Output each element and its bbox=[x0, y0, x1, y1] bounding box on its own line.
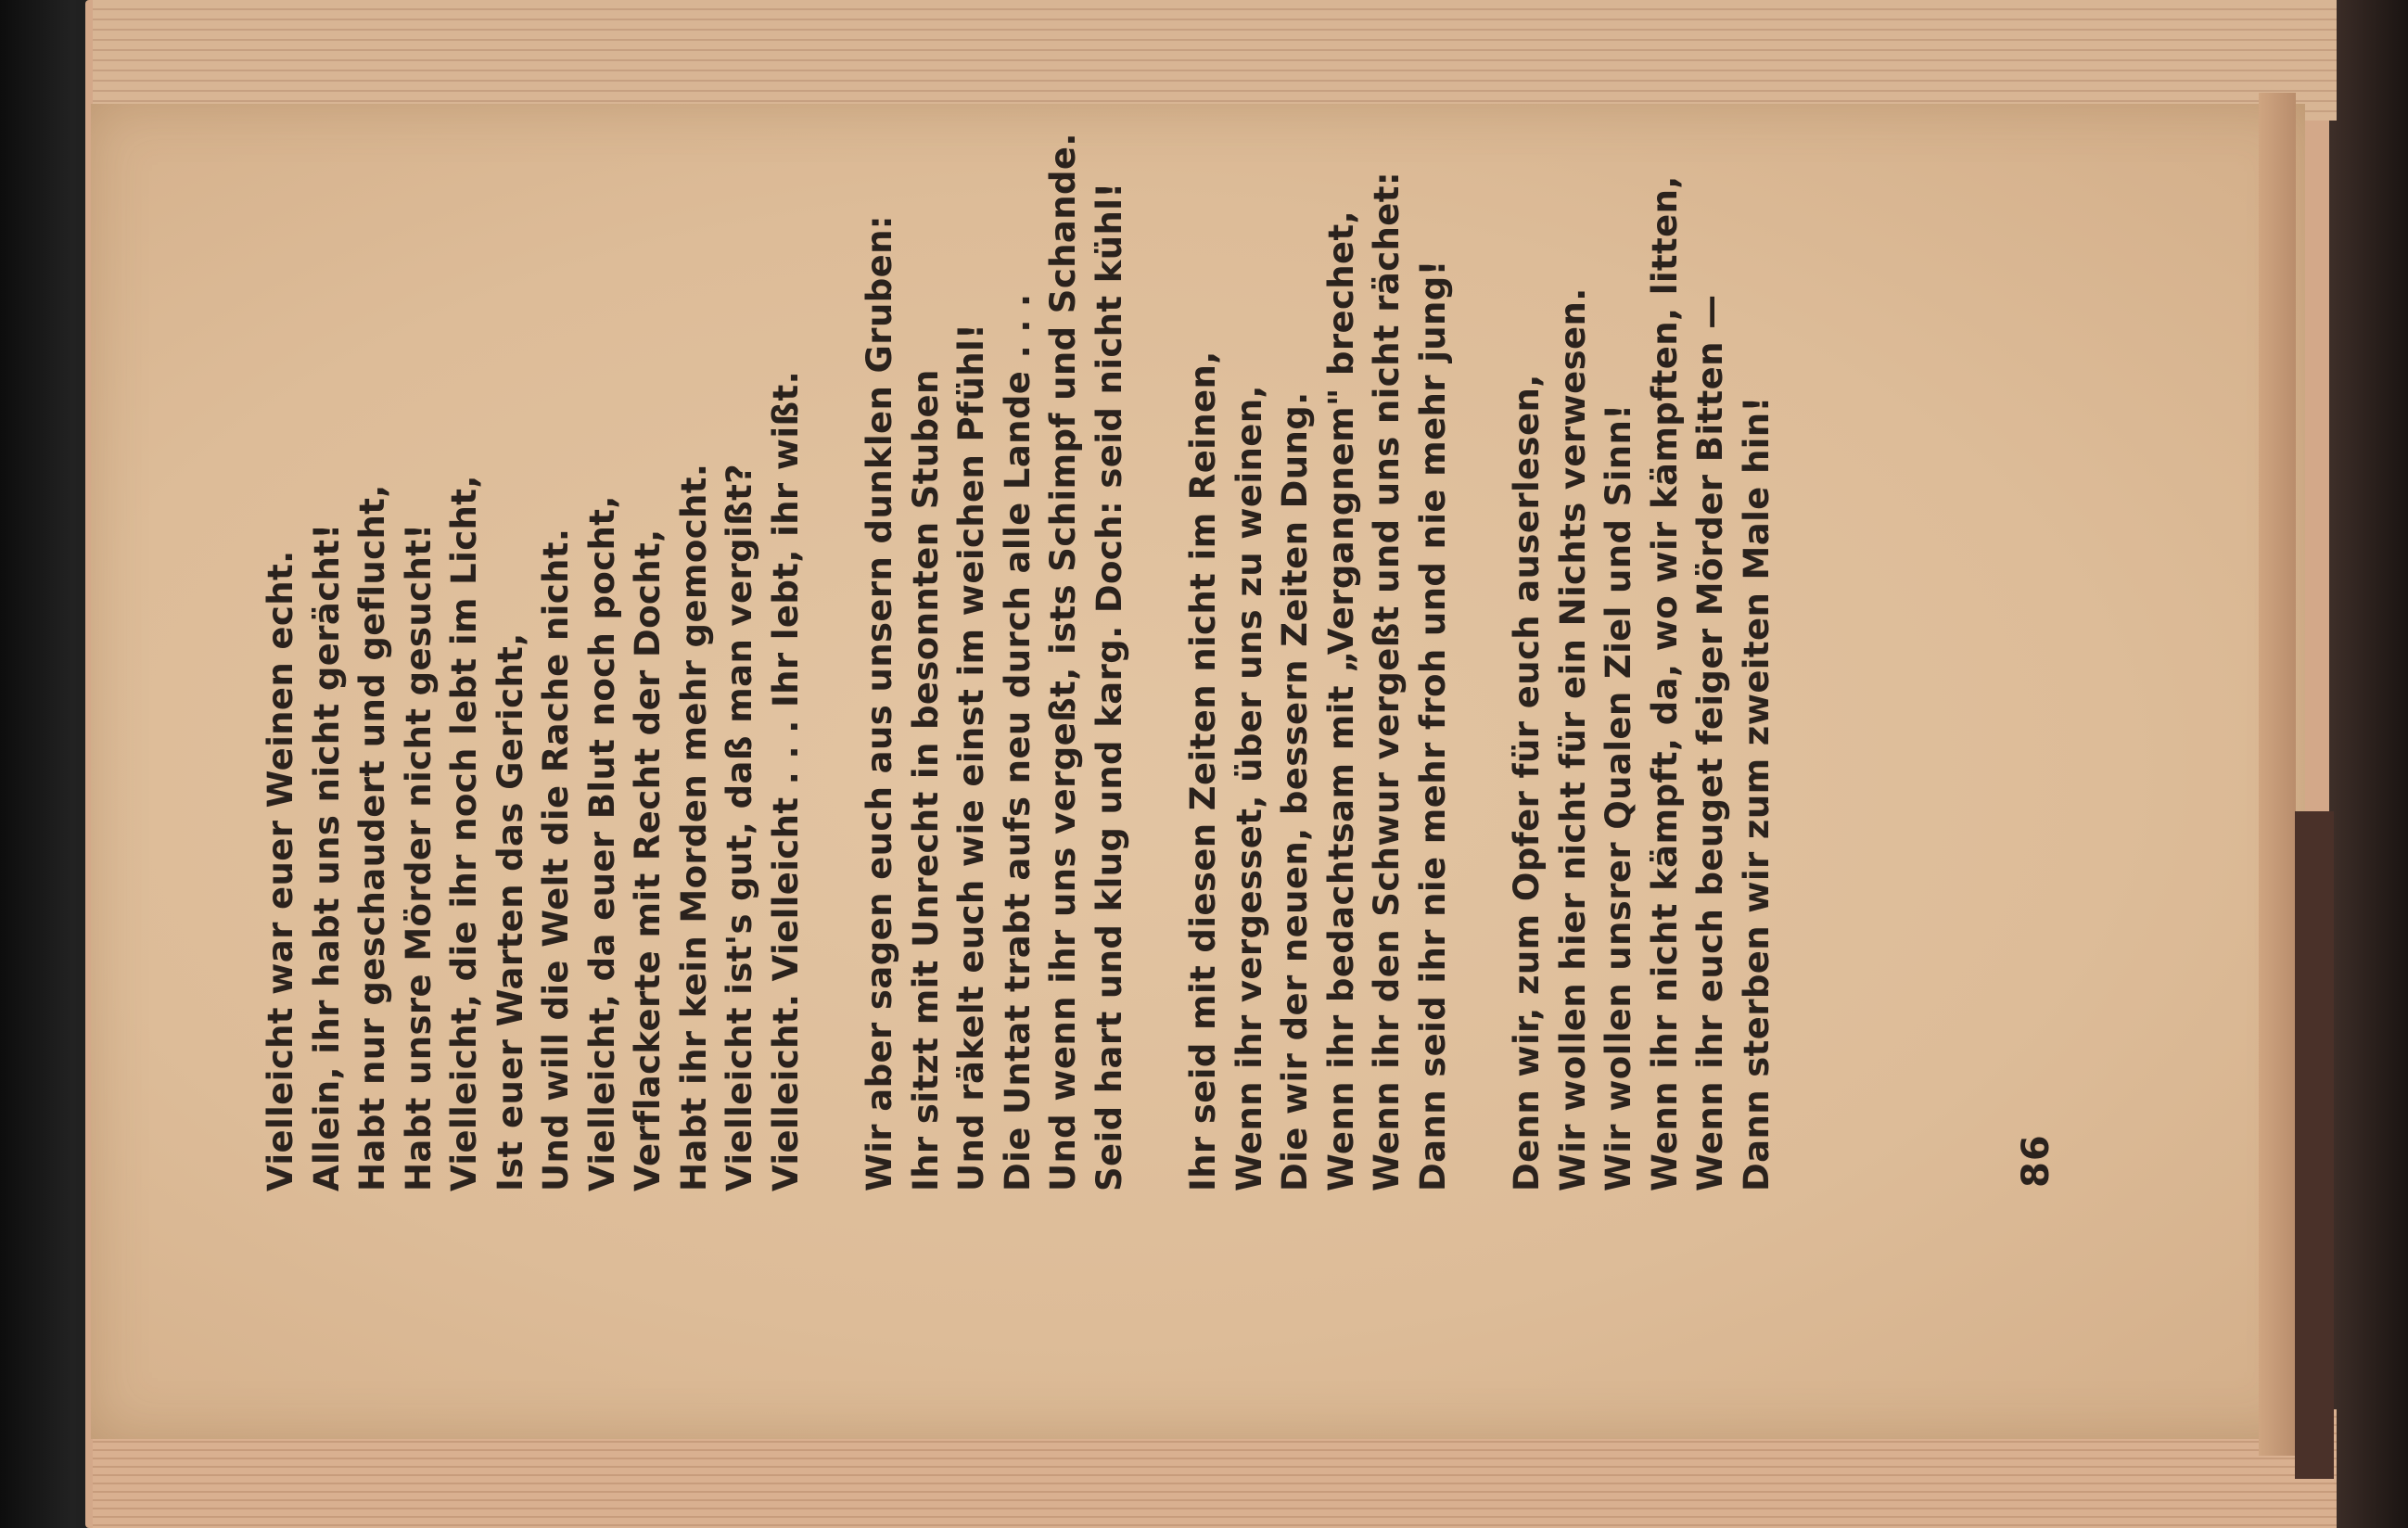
poem-line: Und räkelt euch wie einst im weichen Pfühl! bbox=[951, 323, 991, 1191]
poem-line: Vielleicht war euer Weinen echt. bbox=[261, 550, 300, 1191]
poem-line: Habt unsre Mörder nicht gesucht! bbox=[398, 523, 439, 1191]
poem-line: Vielleicht, die ihr noch lebt im Licht, bbox=[444, 475, 484, 1191]
page-gutter bbox=[2259, 93, 2296, 1456]
poem-line: Wir wollen unsrer Qualen Ziel und Sinn! bbox=[1599, 403, 1638, 1191]
page-edges-top bbox=[93, 0, 2337, 121]
poem-line: Wenn ihr euch beuget feiger Mörder Bitten — bbox=[1690, 294, 1730, 1191]
poem-line: Verflackerte mit Recht der Docht, bbox=[628, 528, 668, 1191]
poem-line: Ihr seid mit diesen Zeiten nicht im Reinen, bbox=[1183, 350, 1223, 1191]
poem-line: Habt nur geschaudert und geflucht, bbox=[352, 484, 392, 1191]
poem-line: Und wenn ihr uns vergeßt, ists Schimpf und Schande. bbox=[1043, 133, 1083, 1191]
poem-line: Vielleicht, da euer Blut noch pocht, bbox=[581, 495, 622, 1191]
poem-line: Seid hart und klug und karg. Doch: seid nicht kühl! bbox=[1089, 182, 1129, 1191]
poem-text bbox=[258, 133, 1779, 1191]
poem-line: Dann seid ihr nie mehr froh und nie mehr jung! bbox=[1412, 260, 1453, 1191]
poem-line: Habt ihr kein Morden mehr gemocht. bbox=[673, 463, 714, 1191]
poem-line: Dann sterben wir zum zweiten Male hin! bbox=[1736, 396, 1777, 1191]
poem-line: Die Untat trabt aufs neu durch alle Lande . . . bbox=[997, 293, 1038, 1191]
poem-line: Allein, ihr habt uns nicht gerächt! bbox=[306, 523, 347, 1191]
poem-line: Vielleicht. Vielleicht . . . Ihr lebt, ihr wißt. bbox=[765, 370, 806, 1191]
poem-line: Wir wollen hier nicht für ein Nichts verwesen. bbox=[1552, 287, 1593, 1191]
stanza-1 bbox=[258, 172, 809, 1191]
stanza-2 bbox=[857, 133, 1132, 1191]
poem-line: Wenn ihr vergesset, über uns zu weinen, bbox=[1229, 385, 1269, 1191]
poem-line: Ihr sitzt mit Unrecht in besonnten Stuben bbox=[905, 369, 946, 1191]
poem-line: Vielleicht ist's gut, daß man vergißt? bbox=[720, 463, 759, 1191]
stanza-3 bbox=[1180, 172, 1456, 1191]
poem-line: Die wir der neuen, bessern Zeiten Dung. bbox=[1275, 391, 1315, 1191]
binding-strip bbox=[2295, 811, 2334, 1479]
poem-line: Wenn ihr den Schwur vergeßt und uns nicht rächet: bbox=[1367, 171, 1407, 1191]
poem-line: Und will die Welt die Rache nicht. bbox=[536, 528, 576, 1191]
poem-line: Wenn ihr bedachtsam mit „Vergangnem" brechet, bbox=[1320, 210, 1361, 1191]
poem-line: Wenn ihr nicht kämpft, da, wo wir kämpften, litten, bbox=[1644, 175, 1685, 1191]
poem-line: Wir aber sagen euch aus unsern dunklen Gruben: bbox=[860, 214, 899, 1191]
page-number: 86 bbox=[2015, 1134, 2058, 1188]
poem-line: Ist euer Warten das Gericht, bbox=[490, 632, 530, 1191]
poem-line: Denn wir, zum Opfer für euch auserlesen, bbox=[1507, 374, 1547, 1191]
stanza-gap bbox=[809, 172, 857, 1191]
stanza-gap bbox=[1456, 172, 1504, 1191]
stanza-gap bbox=[1132, 172, 1180, 1191]
stanza-4 bbox=[1504, 172, 1779, 1191]
